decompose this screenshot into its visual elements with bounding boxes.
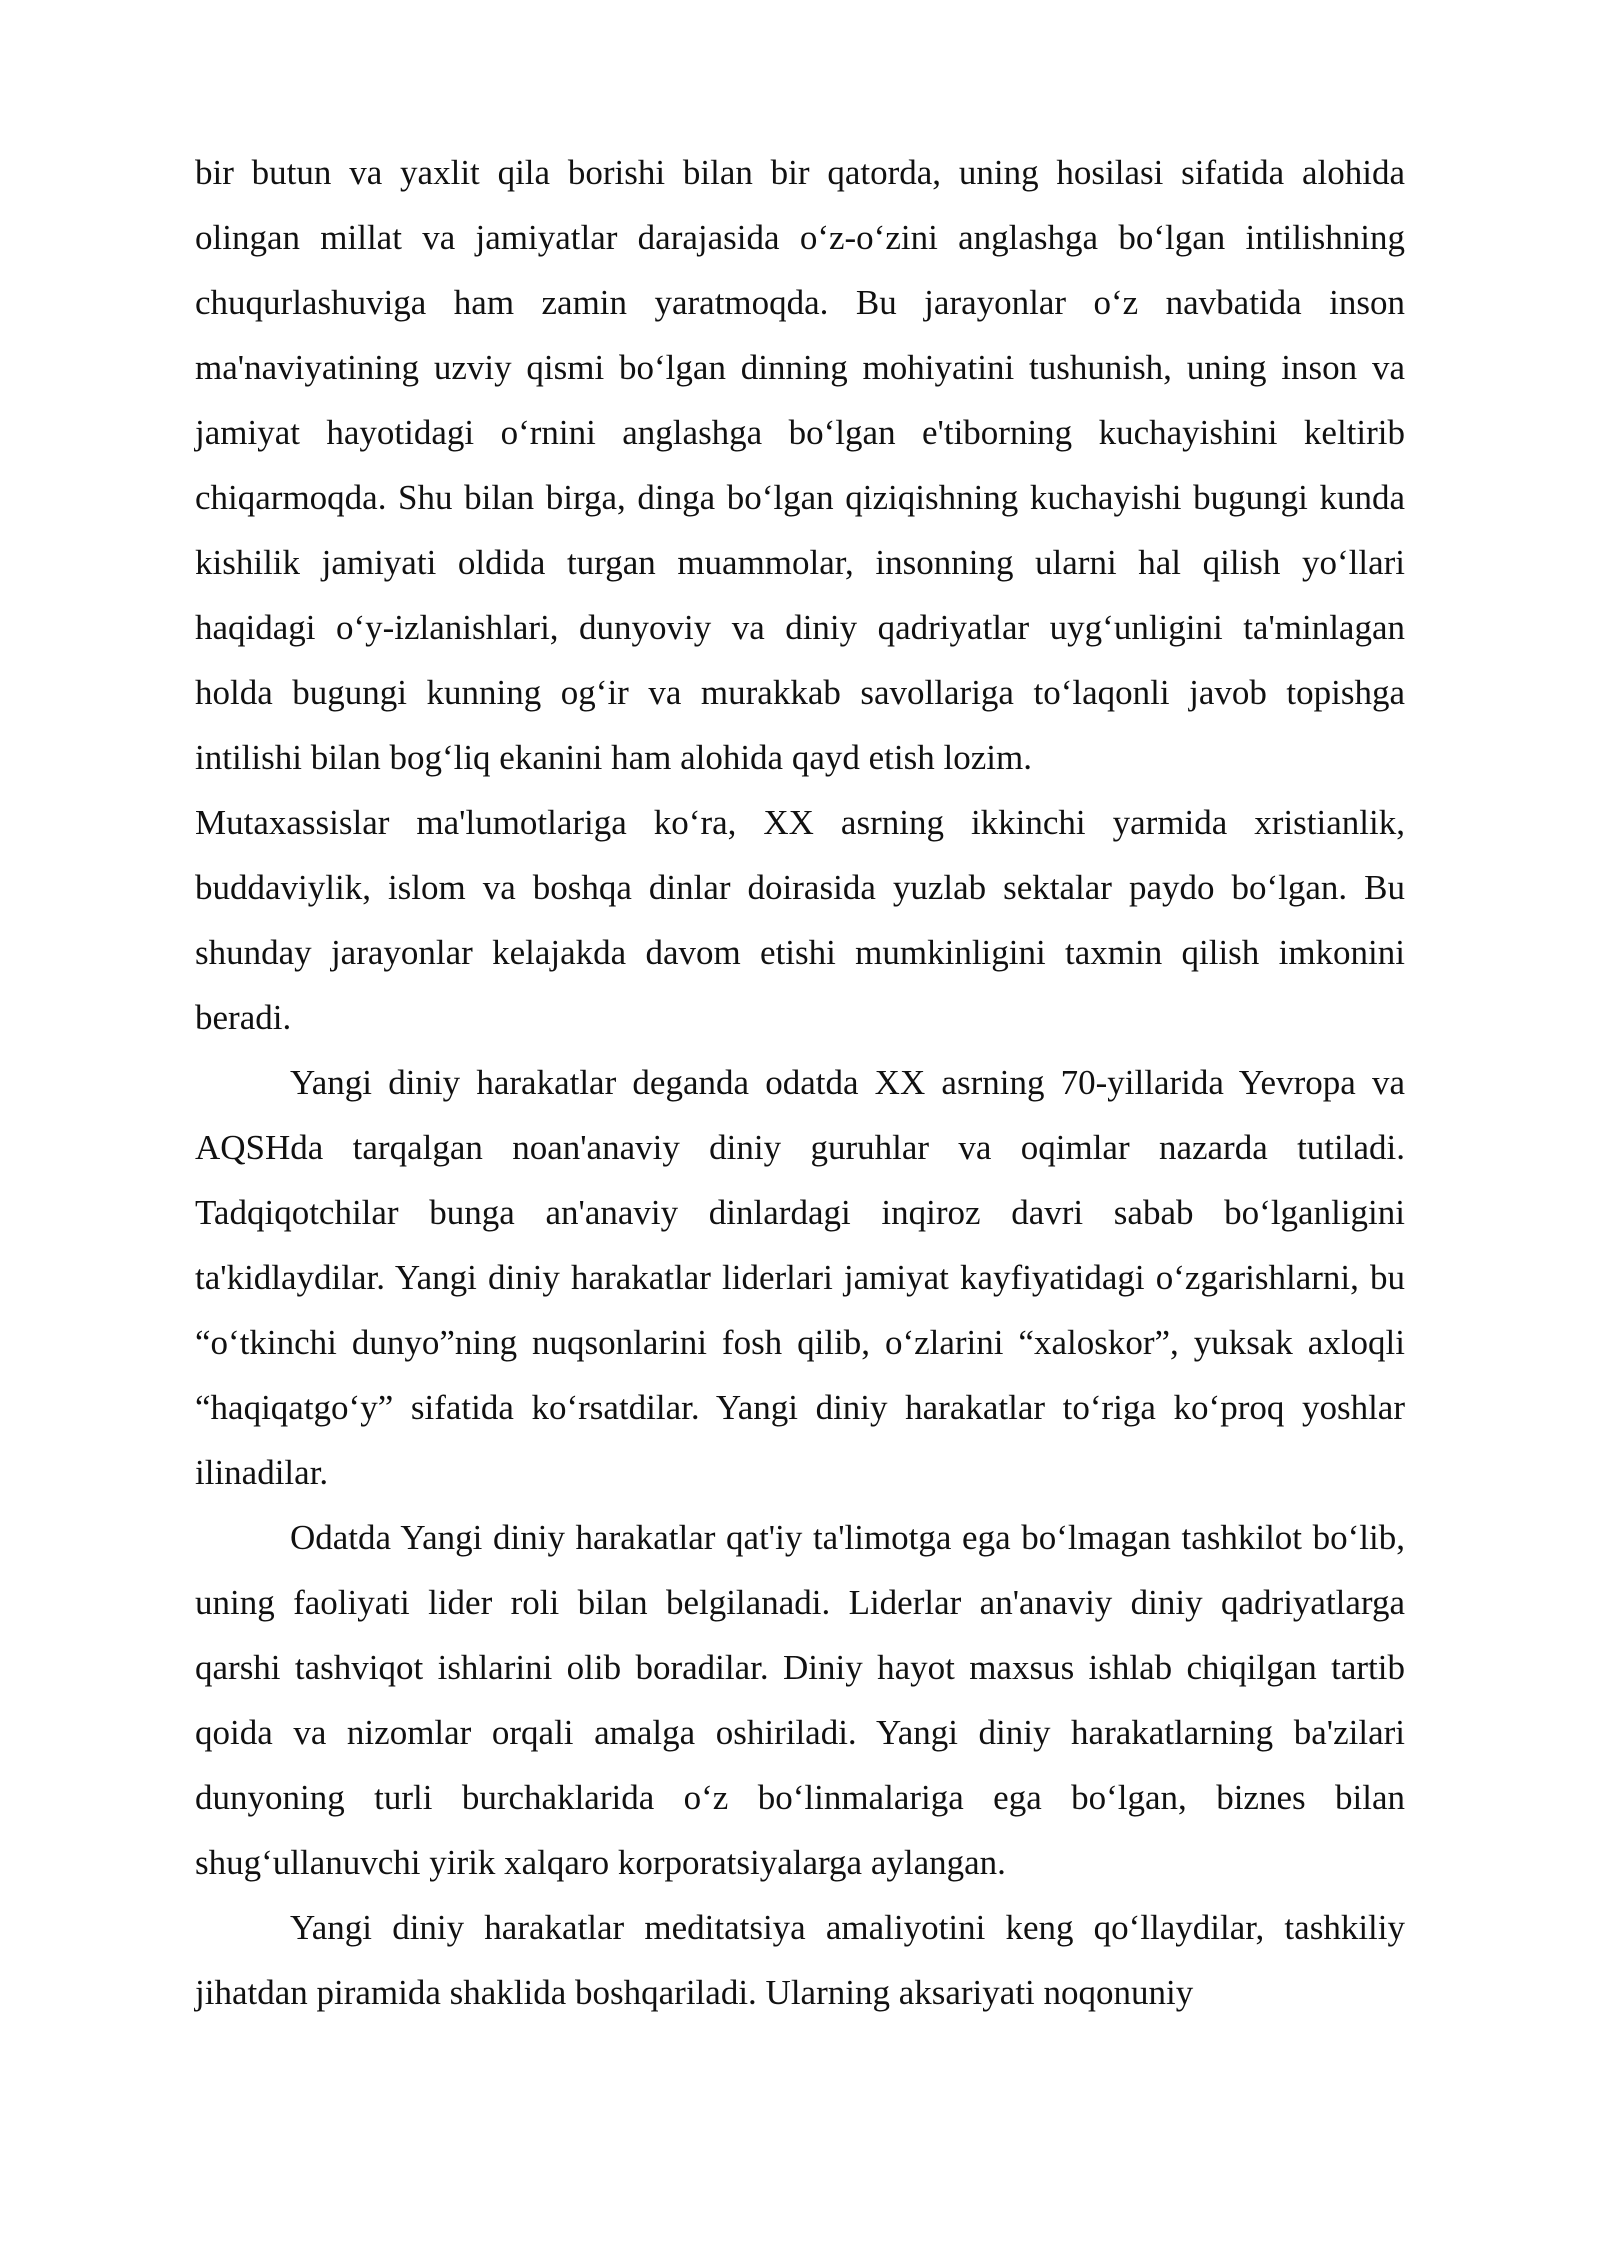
paragraph-organization: Odatda Yangi diniy harakatlar qat'iy ta'limotga ega bo‘lmagan tashkilot bo‘lib, uning faoliyati lider roli bilan belgilanadi. Liderlar an'anaviy diniy qadriyatlarga qarshi tashviqot ishlarini olib boradilar. Diniy hayot maxsus ishlab chiqilgan tartib qoida va nizomlar orqali amalga oshiriladi. Yangi diniy harakatlarning ba'zilari dunyoning turli burchaklarida o‘z bo‘linmalariga ega bo‘lgan, biznes bilan shug‘ullanuvchi yirik xalqaro korporatsiyalarga aylangan.	[195, 1518, 1405, 1882]
paragraph-meditation: Yangi diniy harakatlar meditatsiya amaliyotini keng qo‘llaydilar, tashkiliy jihatdan piramida shaklida boshqariladi. Ularning aksariyati noqonuniy	[195, 1908, 1405, 2012]
paragraph-continuation: bir butun va yaxlit qila borishi bilan bir qatorda, uning hosilasi sifatida alohida olingan millat va jamiyatlar darajasida o‘z-o‘zini anglashga bo‘lgan intilishning chuqurlashuviga ham zamin yaratmoqda. Bu jarayonlar o‘z navbatida inson ma'naviyatining uzviy qismi bo‘lgan dinning mohiyatini tushunish, uning inson va jamiyat hayotidagi o‘rnini anglashga bo‘lgan e'tiborning kuchayishini keltirib chiqarmoqda. Shu bilan birga, dinga bo‘lgan qiziqishning kuchayishi bugungi kunda kishilik jamiyati oldida turgan muammolar, insonning ularni hal qilish yo‘llari haqidagi o‘y-izlanishlari, dunyoviy va diniy qadriyatlar uyg‘unligini ta'minlagan holda bugungi kunning og‘ir va murakkab savollariga to‘laqonli javob topishga intilishi bilan bog‘liq ekanini ham alohida qayd etish lozim.	[195, 153, 1405, 777]
body-text	[195, 140, 1405, 2025]
paragraph-specialists: Mutaxassislar ma'lumotlariga ko‘ra, XX asrning ikkinchi yarmida xristianlik, buddaviylik, islom va boshqa dinlar doirasida yuzlab sektalar paydo bo‘lgan. Bu shunday jarayonlar kelajakda davom etishi mumkinligini taxmin qilish imkonini beradi.	[195, 803, 1405, 1037]
paragraph-new-religious-movements: Yangi diniy harakatlar deganda odatda XX asrning 70-yillarida Yevropa va AQSHda tarqalgan noan'anaviy diniy guruhlar va oqimlar nazarda tutiladi. Tadqiqotchilar bunga an'anaviy dinlardagi inqiroz davri sabab bo‘lganligini ta'kidlaydilar. Yangi diniy harakatlar liderlari jamiyat kayfiyatidagi o‘zgarishlarni, bu “o‘tkinchi dunyo”ning nuqsonlarini fosh qilib, o‘zlarini “xaloskor”, yuksak axloqli “haqiqatgo‘y” sifatida ko‘rsatdilar. Yangi diniy harakatlar to‘riga ko‘proq yoshlar ilinadilar.	[195, 1063, 1405, 1492]
